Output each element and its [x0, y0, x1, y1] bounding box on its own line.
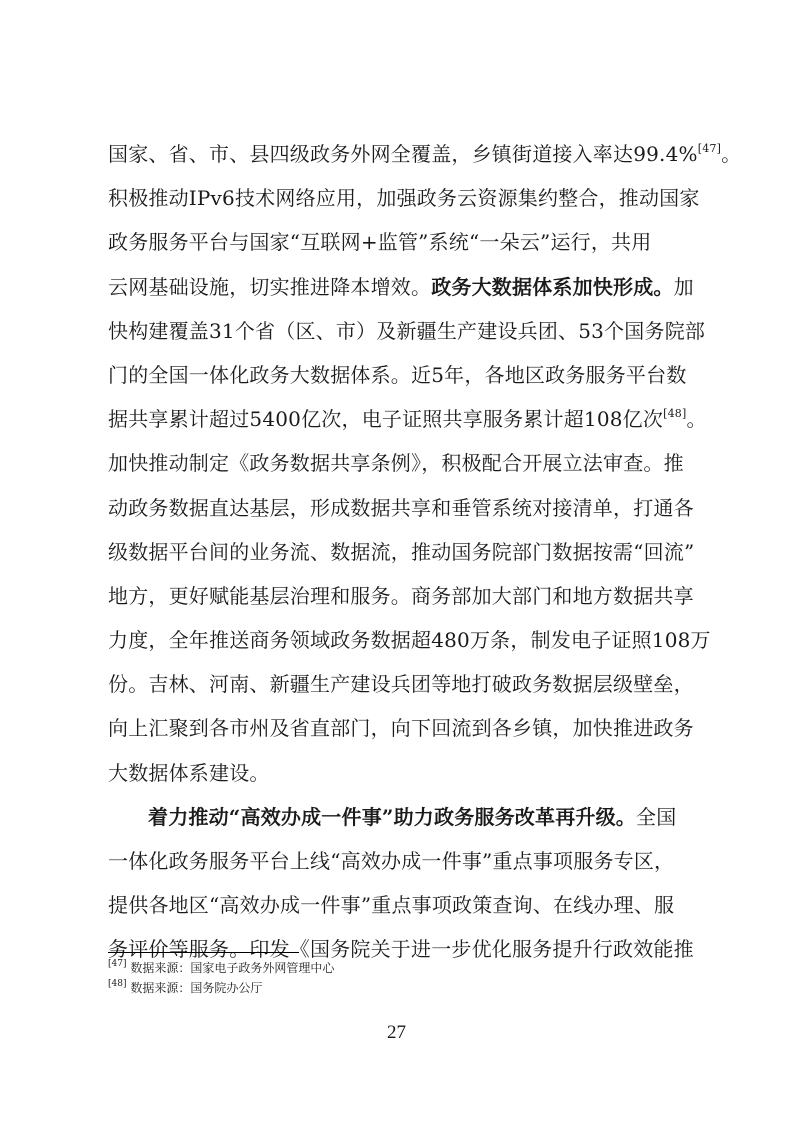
- paragraph-1-line-12: 力度，全年推送商务领域政务数据超480万条，制发电子证照108万: [108, 628, 711, 653]
- text-run: 全国: [636, 804, 677, 829]
- paragraph-1-line-10: 级数据平台间的业务流、数据流，推动国务院部门数据按需“回流”: [108, 539, 695, 564]
- text-run: 据共享累计超过5400亿次，电子证照共享服务累计超108亿次: [108, 407, 664, 432]
- paragraph-1-line-7: [108, 397, 707, 441]
- paragraph-2-line-4: 务评价等服务。印发《国务院关于进一步优化服务提升行政效能推: [108, 937, 694, 962]
- paragraph-1-line-13: 份。吉林、河南、新疆生产建设兵团等地打破政务数据层级壁垒，: [108, 672, 694, 697]
- footnote-text: 数据来源：国务院办公厅: [130, 981, 263, 995]
- paragraph-2-line-1: [108, 795, 686, 839]
- body-text: [108, 132, 742, 972]
- footnote-ref-48: [48]: [663, 407, 687, 421]
- footnotes: [108, 958, 686, 998]
- footnote-divider: [108, 952, 299, 953]
- paragraph-1-line-11: 地方，更好赋能基层治理和服务。商务部加大部门和地方数据共享: [108, 583, 694, 608]
- text-run: 加: [673, 274, 694, 299]
- paragraph-1-line-15: 大数据体系建设。: [108, 760, 270, 785]
- paragraph-1-line-1: [108, 132, 742, 176]
- paragraph-1-line-2: 积极推动IPv6技术网络应用，加强政务云资源集约整合，推动国家: [108, 186, 700, 211]
- footnote-47: [108, 958, 686, 978]
- footnote-ref-47: [47]: [697, 142, 722, 156]
- paragraph-1-line-3: 政务服务平台与国家“互联网+监管”系统“一朵云”运行，共用: [108, 230, 652, 255]
- bold-heading-run: 政务大数据体系加快形成。: [431, 274, 674, 299]
- text-run: 。: [721, 142, 742, 166]
- bold-heading-run: 着力推动“高效办成一件事”助力政务服务改革再升级。: [148, 804, 637, 829]
- paragraph-2-line-3: 提供各地区“高效办成一件事”重点事项政策查询、在线办理、服: [108, 893, 675, 918]
- paragraph-1-line-8: 加快推动制定《政务数据共享条例》，积极配合开展立法审查。推: [108, 451, 684, 476]
- footnote-marker: [48]: [108, 979, 127, 989]
- page-number: 27: [387, 1022, 406, 1043]
- text-run: 云网基础设施，切实推进降本增效。: [108, 274, 432, 299]
- paragraph-1-line-14: 向上汇聚到各市州及省直部门，向下回流到各乡镇，加快推进政务: [108, 716, 694, 741]
- paragraph-1-line-5: 快构建覆盖31个省（区、市）及新疆生产建设兵团、53个国务院部: [108, 318, 706, 343]
- footnote-text: 数据来源：国家电子政务外网管理中心: [130, 961, 335, 975]
- text-run: 。: [686, 407, 707, 432]
- paragraph-1-line-6: 门的全国一体化政务大数据体系。近5年，各地区政务服务平台数: [108, 362, 687, 387]
- paragraph-1-line-9: 动政务数据直达基层，形成数据共享和垂管系统对接清单，打通各: [108, 495, 694, 520]
- paragraph-2-line-2: 一体化政务服务平台上线“高效办成一件事”重点事项服务专区，: [108, 849, 675, 873]
- text-run: 国家、省、市、县四级政务外网全覆盖，乡镇街道接入率达99.4%: [108, 142, 698, 166]
- footnote-marker: [47]: [108, 959, 127, 969]
- footnote-48: [108, 978, 686, 998]
- paragraph-1-line-4: [108, 265, 694, 309]
